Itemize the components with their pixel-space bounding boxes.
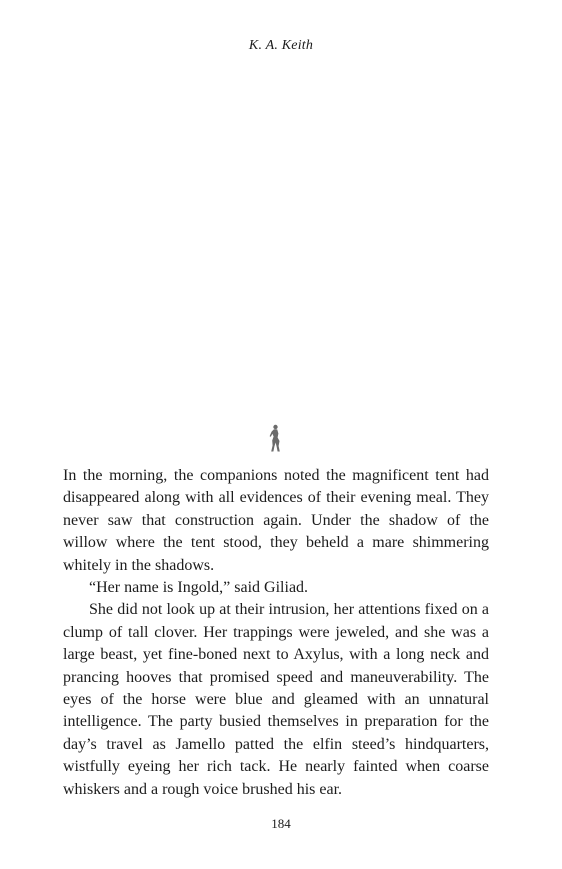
figure-silhouette-icon: [266, 424, 284, 452]
paragraph: She did not look up at their intrusion, her attentions fixed on a clump of tall clover. Her trappings were jeweled, and she was a large beast, yet fine-boned next to Axylus, with a long neck and prancing hooves that promised speed and maneuverability. The eyes of the horse were blue and gleamed with an unnatural intelligence. The party busied themselves in preparation for the day’s travel as Jamello patted the elfin steed’s hindquarters, wistfully eyeing her rich tack. He nearly fainted when coarse whiskers and a rough voice brushed his ear.: [63, 601, 489, 798]
running-header-author: K. A. Keith: [248, 38, 314, 53]
body-text: [63, 465, 489, 801]
paragraph: “Her name is Ingold,” said Giliad.: [89, 579, 309, 597]
page-number: 184: [271, 816, 291, 831]
paragraph: In the morning, the companions noted the magnificent tent had disappeared along with all evidences of their evening meal. They never saw that construction again. Under the shadow of the willow where the tent stood, they beheld a mare shimmering whitely in the shadows.: [63, 467, 489, 574]
